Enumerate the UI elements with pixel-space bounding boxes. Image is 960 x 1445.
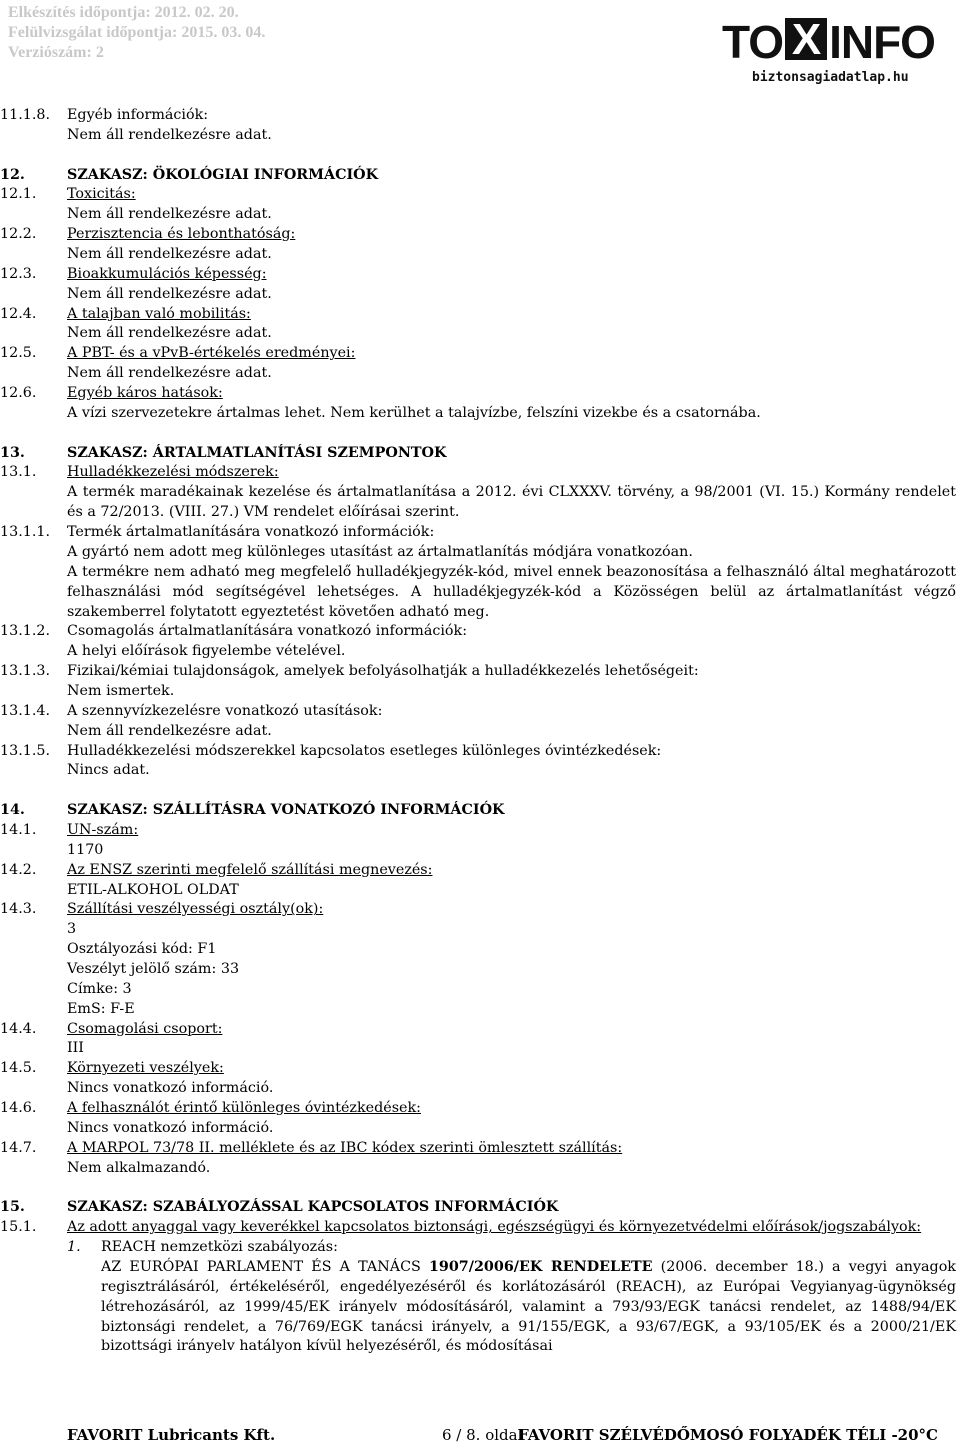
item-title: Fizikai/kémiai tulajdonságok, amelyek befolyásolhatják a hulladékkezelés lehetőségeit: [67, 663, 699, 680]
item-number: 14.2. [0, 861, 37, 878]
item-value: Nem áll rendelkezésre adat. [67, 246, 272, 263]
item-number: 14.7. [0, 1139, 37, 1156]
regulation-number: 1907/2006/EK RENDELETE [428, 1258, 653, 1275]
item-number: 14.3. [0, 901, 37, 918]
item-number: 12.4. [0, 305, 37, 322]
item-number: 14.6. [0, 1100, 37, 1117]
item-value: A gyártó nem adott meg különleges utasítást az ártalmatlanítás módjára vonatkozóan. [67, 543, 693, 560]
section-title: Egyéb információk: [67, 107, 209, 123]
revision-date: Felülvizsgálat időpontja: 2015. 03. 04. [8, 24, 266, 41]
item-title: A PBT- és a vPvB-értékelés eredményei: [67, 345, 356, 362]
section-12-title: SZAKASZ: ÖKOLÓGIAI INFORMÁCIÓK [67, 166, 379, 183]
item-title: Egyéb káros hatások: [67, 385, 223, 402]
item-value: Nem áll rendelkezésre adat. [67, 365, 272, 382]
item-title: Szállítási veszélyességi osztály(ok): [67, 901, 324, 918]
document-body [0, 106, 960, 1357]
item-value: Nem áll rendelkezésre adat. [67, 325, 272, 342]
toxinfo-logo: TO X INFO [722, 15, 935, 68]
item-number: 12.5. [0, 345, 37, 362]
item-value: EmS: F-E [67, 1000, 135, 1017]
prepared-date: Elkészítés időpontja: 2012. 02. 20. [8, 4, 239, 21]
item-value: Nem áll rendelkezésre adat. [67, 722, 272, 739]
item-number: 14.1. [0, 822, 37, 839]
site-url: biztonsagiadatlap.hu [752, 70, 909, 85]
section-number: 11.1.8. [0, 107, 51, 123]
item-value: A termékre nem adható meg megfelelő hulladékjegyzék-kód, mivel ennek beazonosítása a felhasználó által meghatározott felhasználási mód segítségével lehetséges. A hulladékjegyzék-kód a Közösségen belül az ártalmatlanítást végző szakemberrel folytatott egyeztetést követően adható meg. [67, 563, 956, 620]
item-title: Bioakkumulációs képesség: [67, 265, 267, 282]
item-value: Nincs adat. [67, 762, 150, 779]
item-value: Nincs vonatkozó információ. [67, 1080, 274, 1097]
item-title: Termék ártalmatlanítására vonatkozó információk: [67, 524, 435, 541]
item-value: 3 [67, 921, 77, 938]
item-number: 15.1. [0, 1219, 37, 1236]
item-value: A termék maradékainak kezelése és ártalmatlanítása a 2012. évi CLXXXV. törvény, a 98/2001 (VI. 15.) Kormány rendelet és a 72/2013. (VIII. 27.) VM rendelet előírásai szerint. [67, 484, 956, 521]
item-title: Az ENSZ szerinti megfelelő szállítási megnevezés: [67, 861, 433, 878]
list-title: REACH nemzetközi szabályozás: [101, 1239, 338, 1256]
item-title: Az adott anyaggal vagy keverékkel kapcsolatos biztonsági, egészségügyi és környezetvédelmi előírások/jogszabályok: [67, 1219, 922, 1236]
item-title: A felhasználót érintő különleges óvintézkedések: [67, 1100, 421, 1117]
item-number: 13.1.1. [0, 524, 51, 541]
item-number: 13.1.4. [0, 702, 51, 719]
item-number: 13.1.5. [0, 742, 51, 759]
section-15-number: 15. [0, 1199, 25, 1216]
item-number: 14.5. [0, 1060, 37, 1077]
section-15-title: SZAKASZ: SZABÁLYOZÁSSAL KAPCSOLATOS INFORMÁCIÓK [67, 1199, 559, 1216]
item-title: A szennyvízkezelésre vonatkozó utasítások: [67, 702, 383, 719]
item-value: ETIL-ALKOHOL OLDAT [67, 881, 239, 898]
item-value: Nem áll rendelkezésre adat. [67, 206, 272, 223]
item-value: Nincs vonatkozó információ. [67, 1119, 274, 1136]
item-number: 12.2. [0, 226, 37, 243]
page-footer [0, 1425, 960, 1445]
item-value: Címke: 3 [67, 980, 132, 997]
version-number: Verziószám: 2 [8, 44, 104, 61]
item-number: 12.1. [0, 186, 37, 203]
item-title: Toxicitás: [67, 186, 136, 203]
item-value: Nem áll rendelkezésre adat. [67, 285, 272, 302]
footer-company: FAVORIT Lubricants Kft. [67, 1426, 276, 1444]
page-header [0, 0, 960, 85]
x-hazard-icon: X [785, 18, 827, 60]
footer-page-number: 6 / 8. oldal [442, 1426, 523, 1444]
section-14-number: 14. [0, 802, 25, 819]
item-number: 12.6. [0, 385, 37, 402]
item-value: Veszélyt jelölő szám: 33 [67, 961, 240, 978]
item-title: Csomagolás ártalmatlanítására vonatkozó információk: [67, 623, 468, 640]
item-value: Nem alkalmazandó. [67, 1159, 211, 1176]
item-title: Környezeti veszélyek: [67, 1060, 224, 1077]
item-value: A helyi előírások figyelembe vételével. [67, 643, 346, 660]
item-number: 13.1.2. [0, 623, 51, 640]
item-title: Csomagolási csoport: [67, 1020, 223, 1037]
footer-product: FAVORIT SZÉLVÉDŐMOSÓ FOLYADÉK TÉLI -20°C [518, 1426, 938, 1444]
item-title: A MARPOL 73/78 II. melléklete és az IBC kódex szerinti ömlesztett szállítás: [67, 1139, 623, 1156]
item-number: 13.1. [0, 464, 37, 481]
section-12-number: 12. [0, 166, 25, 183]
section-value: Nem áll rendelkezésre adat. [67, 126, 272, 143]
item-title: Perzisztencia és lebonthatóság: [67, 226, 296, 243]
section-14-title: SZAKASZ: SZÁLLÍTÁSRA VONATKOZÓ INFORMÁCIÓK [67, 802, 505, 819]
item-title: Hulladékkezelési módszerek: [67, 464, 279, 481]
list-number: 1. [67, 1239, 81, 1256]
section-13-title: SZAKASZ: ÁRTALMATLANÍTÁSI SZEMPONTOK [67, 444, 447, 461]
item-number: 14.4. [0, 1020, 37, 1037]
item-number: 13.1.3. [0, 663, 51, 680]
item-number: 12.3. [0, 265, 37, 282]
item-value: Nem ismertek. [67, 683, 175, 699]
item-value: III [67, 1040, 84, 1057]
item-title: Hulladékkezelési módszerekkel kapcsolatos esetleges különleges óvintézkedések: [67, 742, 662, 759]
item-value: 1170 [67, 841, 104, 858]
item-title: UN-szám: [67, 822, 139, 839]
item-value: Osztályozási kód: F1 [67, 941, 217, 958]
section-13-number: 13. [0, 444, 25, 461]
item-title: A talajban való mobilitás: [67, 305, 251, 322]
regulation-text: AZ EURÓPAI PARLAMENT ÉS A TANÁCS 1907/2006/EK RENDELETE (2006. december 18.) a vegyi anyagok regisztrálásáról, értékeléséről, engedélyezéséről és korlátozásáról (REACH), az Európai Vegyianyag-ügynökség létrehozásáról, az 1999/45/EK irányelv módosításáról, valamint a 793/93/EGK tanácsi rendelet, az 1488/94/EK biztonsági rendelet, a 76/769/EGK tanácsi irányelv, a 91/155/EGK, a 93/67/EGK, a 93/105/EK és a 2000/21/EK bizottsági irányelv hatályon kívül helyezéséről, és módosításai [101, 1258, 956, 1355]
item-value: A vízi szervezetekre ártalmas lehet. Nem kerülhet a talajvízbe, felszíni vizekbe és a csatornába. [67, 404, 761, 421]
